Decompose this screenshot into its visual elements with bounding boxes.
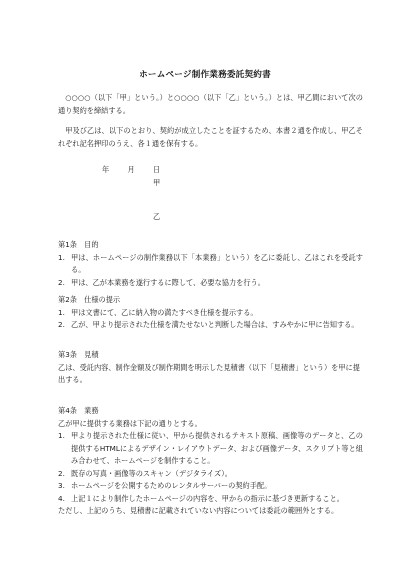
article-item: [58, 493, 363, 506]
article-heading: 第2条 仕様の提示: [58, 295, 121, 304]
item-number: 2.: [58, 468, 65, 478]
item-text: 上記１により制作したホームページの内容を、甲からの指示に基づき更新すること。: [71, 493, 344, 503]
article-item: [58, 277, 363, 290]
article-1: [58, 239, 363, 289]
item-number: 1.: [58, 307, 65, 317]
item-number: 1.: [58, 431, 65, 440]
article-item: [58, 319, 363, 332]
date-line: [102, 164, 160, 177]
item-text: 甲は、乙が本業務を遂行するに際して、必要な協力を行う。: [71, 277, 265, 287]
date-year-label: 年: [102, 165, 110, 174]
party-a-signature: 甲: [153, 178, 161, 187]
item-text: ホームページを公開するためのレンタルサーバーの契約手配。: [71, 481, 272, 490]
date-day-label: 日: [153, 165, 161, 174]
item-number: 4.: [58, 493, 65, 503]
article-heading: 第1条 目的: [58, 240, 99, 249]
item-text: 甲は、ホームページの制作業務以下「本業務」という）を乙に委託し、乙はこれを受託する。: [71, 252, 363, 274]
article-heading: 第3条 見積: [58, 350, 99, 359]
witness-paragraph: 甲及び乙は、以下のとおり、契約が成立したことを証するため、本書２通を作成し、甲乙それぞれ記名押印のうえ、各１通を保有する。: [58, 126, 363, 148]
article-note: ただし、上記のうち、見積書に記載されていない内容については委託の範囲外とする。: [58, 506, 339, 515]
item-number: 2.: [58, 320, 65, 329]
article-4: [58, 405, 363, 518]
article-item: [58, 480, 363, 493]
item-text: 甲は文書にて、乙に納入物の満たすべき仕様を提示する。: [71, 307, 258, 317]
item-number: 2.: [58, 277, 65, 287]
item-text: 既存の写真・画像等のスキャン（デジタライズ）。: [71, 468, 232, 478]
date-month-label: 月: [127, 165, 135, 174]
item-number: 1.: [58, 252, 65, 262]
article-2: [58, 294, 363, 332]
article-heading: 第4条 業務: [58, 406, 99, 415]
article-item: [58, 307, 363, 320]
item-number: 3.: [58, 481, 65, 490]
article-item: [58, 430, 363, 468]
article-item: [58, 252, 363, 277]
article-3: [58, 349, 363, 387]
article-item: [58, 468, 363, 481]
party-b-signature: 乙: [153, 212, 161, 221]
article-intro: 乙が甲に提供する業務は下記の通りとする。: [58, 418, 202, 428]
article-body: 乙は、受託内容、制作金額及び制作期間を明示した見積書（以下「見積書」という）を甲に提出する。: [58, 362, 360, 384]
item-text: 乙が、甲より提示された仕様を満たせないと判断した場合は、すみやかに甲に告知する。: [71, 320, 359, 329]
item-text: 甲より提示された仕様に従い、甲から提供されるテキスト原稿、画像等のデータと、乙の提供するHTMLによるデザイン・レイアウトデータ、および画像データ、スクリプト等と組み合わせて、ホームページを制作すること。: [71, 431, 363, 465]
preamble-paragraph: ○○○○（以下「甲」という。）と○○○○（以下「乙」という。）とは、甲乙間において次の通り契約を締結する。: [58, 93, 363, 115]
document-title: ホームページ制作業務委託契約書: [139, 70, 271, 80]
